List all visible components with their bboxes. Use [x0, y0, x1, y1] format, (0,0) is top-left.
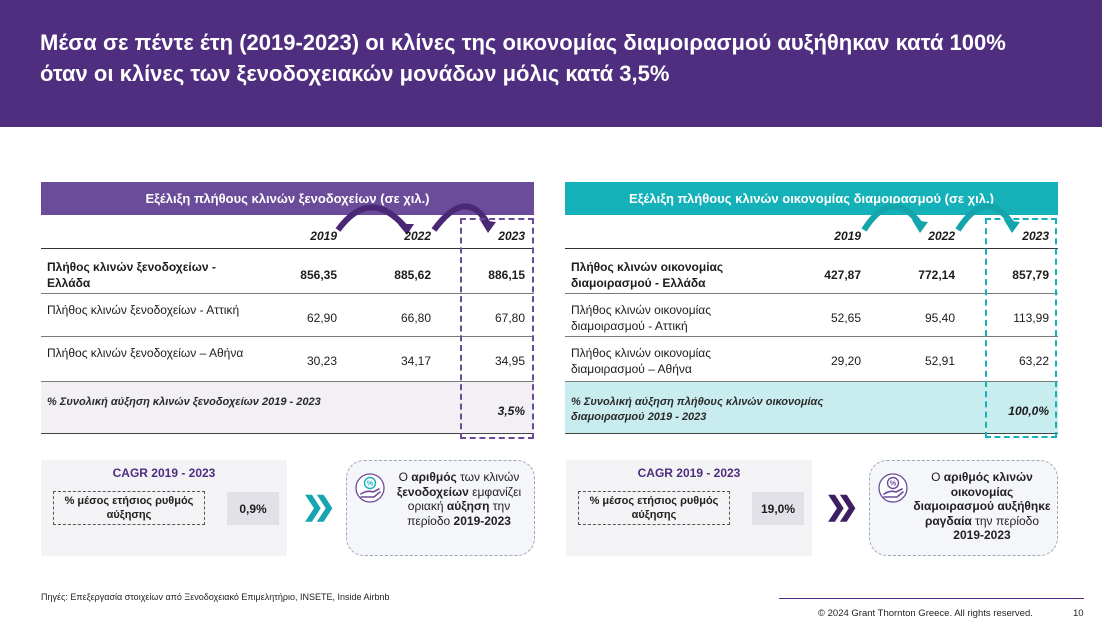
hotels-table-header: Εξέλιξη πλήθους κλινών ξενοδοχείων (σε χιλ.): [41, 182, 534, 215]
row-label: Πλήθος κλινών ξενοδοχείων - Ελλάδα: [47, 260, 216, 290]
hotels-cagr-box: [41, 460, 287, 556]
cell-value: 885,62: [394, 268, 431, 282]
sharing-info-text: Ο αριθμός κλινών οικονομίας διαμοιρασμού αυξήθηκε ραγδαία την περίοδο 2019-2023: [913, 470, 1051, 543]
sharing-cagr-box: [566, 460, 812, 556]
table-row: [41, 337, 534, 382]
hotels-info-box: [346, 460, 535, 556]
hotels-info-text: Ο αριθμός των κλινών ξενοδοχείων εμφανίζει οριακή αύξηση την περίοδο 2019-2023: [396, 470, 522, 528]
cagr-label: % μέσος ετήσιος ρυθμός αύξησης: [578, 491, 730, 525]
sharing-year-2023: 2023: [1022, 229, 1049, 243]
sharing-table-header: Εξέλιξη πλήθους κλινών οικονομίας διαμοιρασμού (σε χιλ.): [565, 182, 1058, 215]
cagr-value: 0,9%: [227, 492, 279, 525]
row-label: Πλήθος κλινών ξενοδοχείων - Αττική: [47, 303, 240, 317]
table-row: [41, 294, 534, 337]
double-chevron-right-icon: ❯❯: [825, 491, 849, 521]
percent-hand-icon: [355, 473, 385, 503]
cell-value: 66,80: [400, 311, 431, 325]
cell-value: 113,99: [1013, 311, 1049, 325]
table-row: [565, 294, 1058, 337]
cagr-label: % μέσος ετήσιος ρυθμός αύξησης: [53, 491, 205, 525]
table-row: [41, 249, 534, 294]
row-label: Πλήθος κλινών οικονομίας διαμοιρασμού - Αττική: [571, 303, 712, 333]
cell-value: 427,87: [824, 268, 861, 282]
cagr-title: CAGR 2019 - 2023: [112, 466, 216, 480]
sharing-year-header-row: [565, 215, 1058, 249]
sharing-info-box: [869, 460, 1058, 556]
double-chevron-right-icon: ❯❯: [302, 491, 326, 521]
total-label: % Συνολική αύξηση κλινών ξενοδοχείων 2019 - 2023: [47, 396, 321, 408]
row-label: Πλήθος κλινών οικονομίας διαμοιρασμού – Αθήνα: [571, 346, 712, 376]
source-note: Πηγές: Επεξεργασία στοιχείων από Ξενοδοχειακό Επιμελητήριο, INSETE, Inside Airbnb: [41, 592, 390, 602]
cell-value: 856,35: [300, 268, 337, 282]
hotels-total-row: [41, 382, 534, 434]
sharing-total-row: [565, 382, 1058, 434]
hotels-year-2019: 2019: [310, 229, 337, 243]
page-number: 10: [1073, 608, 1084, 619]
svg-text:%: %: [889, 480, 897, 488]
hotels-table: [41, 215, 534, 434]
cell-value: 772,14: [918, 268, 955, 282]
title-banner: [0, 0, 1102, 127]
cagr-title: CAGR 2019 - 2023: [637, 466, 741, 480]
cell-value: 95,40: [924, 311, 955, 325]
hotels-year-2022: 2022: [404, 229, 431, 243]
row-label: Πλήθος κλινών ξενοδοχείων – Αθήνα: [47, 346, 244, 360]
total-value: 3,5%: [497, 404, 525, 418]
table-row: [565, 337, 1058, 382]
total-label: % Συνολική αύξηση πλήθους κλινών οικονομίας διαμοιρασμού 2019 - 2023: [571, 396, 824, 423]
hotels-year-2023: 2023: [498, 229, 525, 243]
cell-value: 62,90: [306, 311, 337, 325]
svg-text:%: %: [366, 480, 374, 488]
total-value: 100,0%: [1008, 404, 1049, 418]
cell-value: 63,22: [1018, 354, 1049, 368]
cell-value: 857,79: [1012, 268, 1049, 282]
cell-value: 29,20: [830, 354, 861, 368]
slide-title: Μέσα σε πέντε έτη (2019-2023) οι κλίνες της οικονομίας διαμοιρασμού αυξήθηκαν κατά 100% όταν οι κλίνες των ξενοδοχειακών μονάδων μόλις κατά 3,5%: [40, 30, 1006, 86]
sharing-table: [565, 215, 1058, 434]
cell-value: 52,65: [830, 311, 861, 325]
sharing-year-2022: 2022: [928, 229, 955, 243]
cell-value: 34,17: [400, 354, 431, 368]
footer-divider: [779, 598, 1084, 599]
cell-value: 886,15: [488, 268, 525, 282]
percent-hand-icon: [878, 473, 908, 503]
cell-value: 67,80: [494, 311, 525, 325]
sharing-year-2019: 2019: [834, 229, 861, 243]
cagr-value: 19,0%: [752, 492, 804, 525]
table-row: [565, 249, 1058, 294]
copyright: © 2024 Grant Thornton Greece. All rights reserved.: [818, 608, 1033, 619]
cell-value: 52,91: [924, 354, 955, 368]
hotels-year-header-row: [41, 215, 534, 249]
cell-value: 34,95: [494, 354, 525, 368]
row-label: Πλήθος κλινών οικονομίας διαμοιρασμού - Ελλάδα: [571, 260, 724, 290]
cell-value: 30,23: [306, 354, 337, 368]
